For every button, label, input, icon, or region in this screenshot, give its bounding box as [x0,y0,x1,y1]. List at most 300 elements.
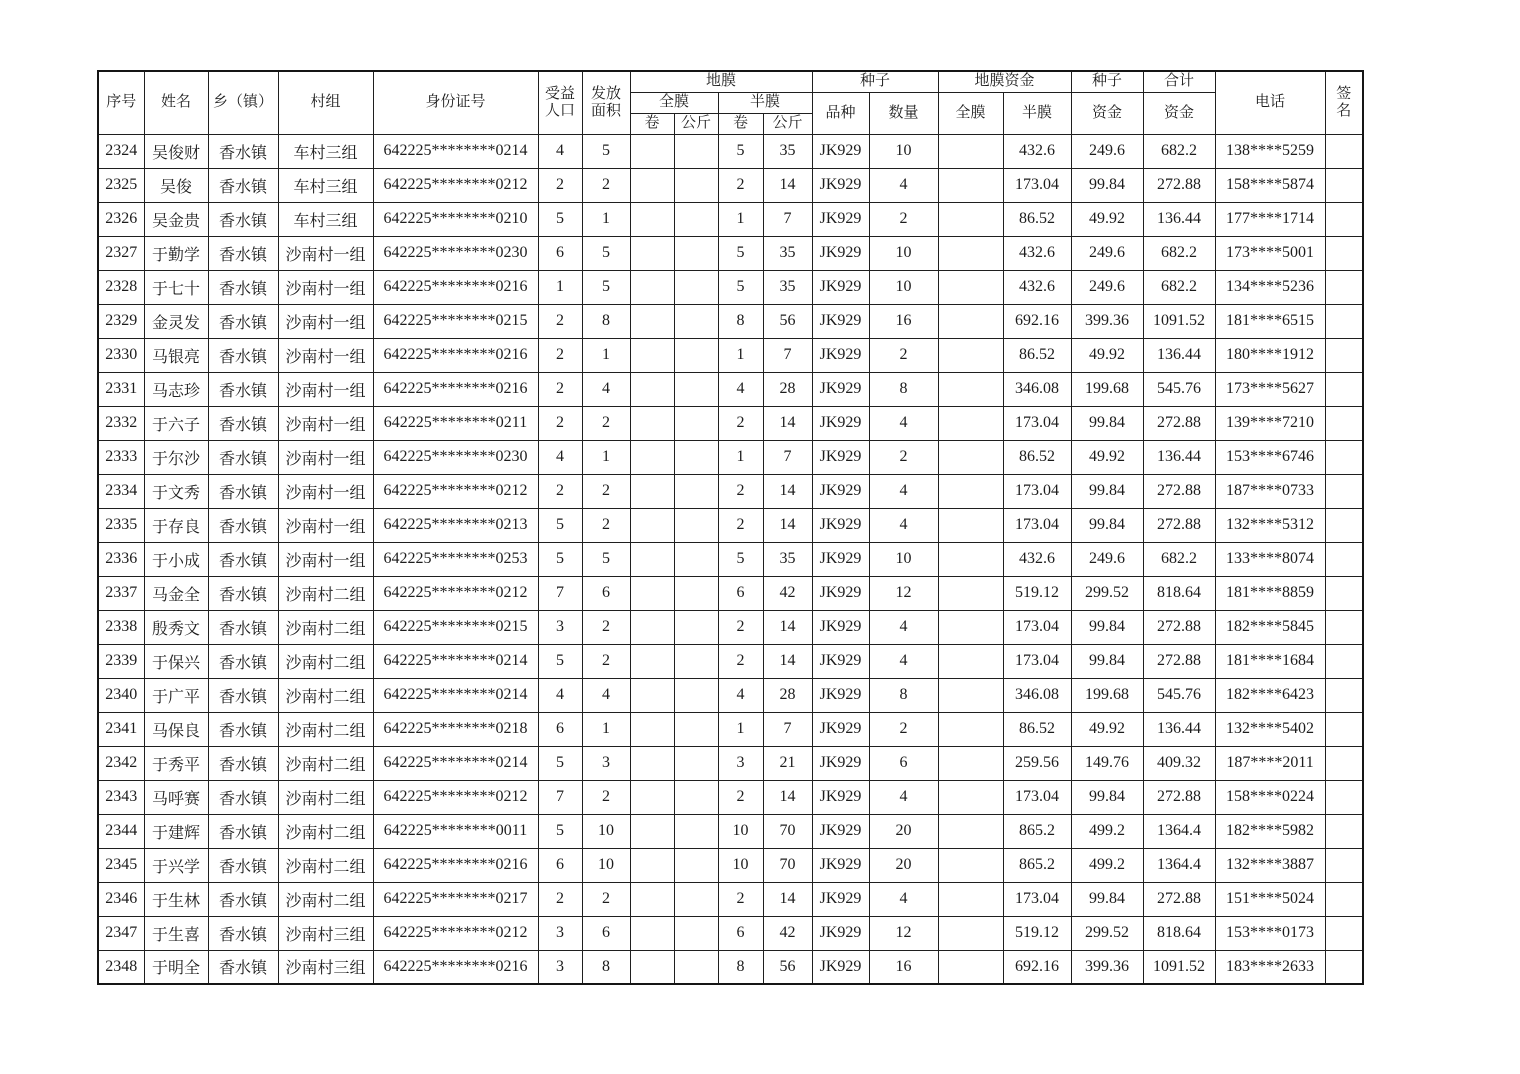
cell-seed-fund: 99.84 [1071,610,1143,644]
table-row [98,644,1363,678]
cell-village: 沙南村二组 [278,848,373,882]
cell-id-number: 642225********0212 [373,474,538,508]
cell-beneficiary-population: 7 [538,780,582,814]
table-row [98,814,1363,848]
cell-seed-fund: 249.6 [1071,134,1143,168]
cell-serial: 2331 [98,372,144,406]
cell-half-film-rolls: 4 [718,372,763,406]
cell-village: 沙南村三组 [278,916,373,950]
cell-half-film-kg: 14 [763,610,812,644]
header-film-group: 地膜 [630,71,812,92]
cell-distribution-area: 2 [582,508,630,542]
header-serial: 序号 [98,71,144,134]
cell-signature [1325,950,1363,984]
cell-phone: 187****0733 [1215,474,1325,508]
cell-distribution-area: 2 [582,168,630,202]
cell-full-film-rolls [630,508,674,542]
cell-beneficiary-population: 2 [538,168,582,202]
cell-half-film-kg: 21 [763,746,812,780]
cell-half-film-rolls: 8 [718,950,763,984]
cell-township: 香水镇 [208,916,278,950]
cell-distribution-area: 5 [582,542,630,576]
cell-film-fund-half: 346.08 [1003,678,1071,712]
cell-id-number: 642225********0216 [373,372,538,406]
cell-beneficiary-population: 2 [538,882,582,916]
cell-full-film-kg [674,542,718,576]
cell-village: 车村三组 [278,134,373,168]
cell-serial: 2348 [98,950,144,984]
header-full-roll: 卷 [630,113,674,134]
cell-seed-fund: 99.84 [1071,644,1143,678]
cell-seed-quantity: 10 [869,270,938,304]
cell-beneficiary-population: 6 [538,712,582,746]
cell-seed-quantity: 10 [869,134,938,168]
cell-film-fund-half: 346.08 [1003,372,1071,406]
cell-distribution-area: 8 [582,304,630,338]
cell-film-fund-full [938,474,1003,508]
cell-id-number: 642225********0215 [373,304,538,338]
cell-signature [1325,542,1363,576]
cell-name: 吴俊 [144,168,208,202]
cell-phone: 138****5259 [1215,134,1325,168]
cell-seed-fund: 99.84 [1071,474,1143,508]
table-row [98,576,1363,610]
header-signature [1325,71,1363,134]
cell-full-film-rolls [630,168,674,202]
cell-seed-quantity: 16 [869,304,938,338]
cell-serial: 2346 [98,882,144,916]
cell-township: 香水镇 [208,576,278,610]
cell-id-number: 642225********0212 [373,576,538,610]
cell-film-fund-half: 519.12 [1003,576,1071,610]
cell-distribution-area: 2 [582,610,630,644]
cell-serial: 2335 [98,508,144,542]
cell-signature [1325,916,1363,950]
cell-seed-fund: 499.2 [1071,814,1143,848]
cell-id-number: 642225********0230 [373,440,538,474]
cell-township: 香水镇 [208,508,278,542]
cell-phone: 151****5024 [1215,882,1325,916]
cell-village: 沙南村二组 [278,746,373,780]
cell-film-fund-half: 173.04 [1003,474,1071,508]
cell-village: 沙南村一组 [278,474,373,508]
cell-total-fund: 682.2 [1143,236,1215,270]
cell-film-fund-full [938,950,1003,984]
cell-distribution-area: 10 [582,848,630,882]
cell-half-film-kg: 14 [763,882,812,916]
cell-serial: 2344 [98,814,144,848]
cell-beneficiary-population: 3 [538,916,582,950]
cell-total-fund: 1091.52 [1143,950,1215,984]
cell-film-fund-full [938,372,1003,406]
cell-id-number: 642225********0212 [373,168,538,202]
cell-film-fund-full [938,814,1003,848]
header-film-fund-full: 全膜 [938,92,1003,134]
cell-half-film-rolls: 2 [718,644,763,678]
cell-total-fund: 136.44 [1143,440,1215,474]
cell-seed-quantity: 2 [869,338,938,372]
cell-township: 香水镇 [208,542,278,576]
cell-full-film-rolls [630,576,674,610]
cell-village: 沙南村二组 [278,644,373,678]
cell-beneficiary-population: 5 [538,814,582,848]
cell-seed-variety: JK929 [812,950,869,984]
cell-distribution-area: 4 [582,678,630,712]
cell-phone: 181****8859 [1215,576,1325,610]
cell-full-film-kg [674,950,718,984]
cell-signature [1325,576,1363,610]
cell-signature [1325,372,1363,406]
cell-village: 沙南村二组 [278,576,373,610]
table-row [98,202,1363,236]
cell-seed-fund: 249.6 [1071,236,1143,270]
table-row [98,304,1363,338]
cell-seed-variety: JK929 [812,814,869,848]
cell-film-fund-full [938,712,1003,746]
cell-phone: 132****5312 [1215,508,1325,542]
cell-seed-quantity: 20 [869,848,938,882]
cell-id-number: 642225********0214 [373,134,538,168]
header-sign-line2: 名 [1336,102,1352,119]
cell-serial: 2337 [98,576,144,610]
cell-total-fund: 409.32 [1143,746,1215,780]
cell-half-film-kg: 35 [763,270,812,304]
header-seed-group: 种子 [812,71,938,92]
cell-half-film-rolls: 1 [718,338,763,372]
cell-phone: 182****6423 [1215,678,1325,712]
cell-distribution-area: 2 [582,474,630,508]
cell-township: 香水镇 [208,848,278,882]
cell-film-fund-half: 86.52 [1003,338,1071,372]
cell-half-film-kg: 14 [763,406,812,440]
cell-serial: 2338 [98,610,144,644]
cell-name: 马金全 [144,576,208,610]
cell-half-film-rolls: 1 [718,712,763,746]
cell-seed-quantity: 4 [869,474,938,508]
header-full-film: 全膜 [630,92,718,113]
cell-total-fund: 682.2 [1143,270,1215,304]
cell-total-fund: 136.44 [1143,202,1215,236]
cell-total-fund: 136.44 [1143,338,1215,372]
cell-seed-variety: JK929 [812,916,869,950]
cell-id-number: 642225********0214 [373,746,538,780]
cell-township: 香水镇 [208,780,278,814]
cell-seed-fund: 49.92 [1071,338,1143,372]
cell-id-number: 642225********0212 [373,780,538,814]
cell-village: 沙南村一组 [278,270,373,304]
cell-half-film-rolls: 6 [718,576,763,610]
cell-name: 于文秀 [144,474,208,508]
cell-half-film-kg: 28 [763,372,812,406]
cell-township: 香水镇 [208,712,278,746]
cell-film-fund-half: 432.6 [1003,134,1071,168]
table-row [98,270,1363,304]
cell-phone: 153****0173 [1215,916,1325,950]
cell-film-fund-half: 519.12 [1003,916,1071,950]
cell-signature [1325,780,1363,814]
cell-half-film-kg: 35 [763,134,812,168]
cell-film-fund-full [938,202,1003,236]
cell-full-film-rolls [630,202,674,236]
cell-half-film-kg: 56 [763,950,812,984]
cell-half-film-kg: 14 [763,644,812,678]
cell-id-number: 642225********0214 [373,678,538,712]
cell-township: 香水镇 [208,372,278,406]
cell-village: 沙南村一组 [278,542,373,576]
header-half-film: 半膜 [718,92,812,113]
header-beneficiary-line1: 受益 [544,85,575,102]
cell-half-film-rolls: 5 [718,134,763,168]
sheet-page [97,70,1364,985]
cell-full-film-rolls [630,848,674,882]
cell-distribution-area: 6 [582,916,630,950]
cell-phone: 180****1912 [1215,338,1325,372]
cell-full-film-kg [674,576,718,610]
cell-serial: 2333 [98,440,144,474]
header-area-line1: 发放 [590,85,621,102]
header-film-fund-half: 半膜 [1003,92,1071,134]
cell-total-fund: 545.76 [1143,678,1215,712]
cell-seed-variety: JK929 [812,644,869,678]
cell-half-film-kg: 28 [763,678,812,712]
cell-full-film-kg [674,916,718,950]
cell-seed-quantity: 8 [869,678,938,712]
header-name: 姓名 [144,71,208,134]
cell-half-film-rolls: 2 [718,610,763,644]
cell-distribution-area: 2 [582,882,630,916]
cell-signature [1325,678,1363,712]
cell-full-film-rolls [630,678,674,712]
cell-beneficiary-population: 6 [538,236,582,270]
table-row [98,236,1363,270]
cell-serial: 2336 [98,542,144,576]
cell-township: 香水镇 [208,406,278,440]
cell-full-film-rolls [630,474,674,508]
cell-half-film-kg: 14 [763,168,812,202]
cell-full-film-rolls [630,236,674,270]
cell-half-film-kg: 14 [763,780,812,814]
table-row [98,440,1363,474]
header-distribution-area [582,71,630,134]
cell-phone: 134****5236 [1215,270,1325,304]
cell-township: 香水镇 [208,474,278,508]
cell-seed-variety: JK929 [812,236,869,270]
cell-full-film-rolls [630,780,674,814]
cell-name: 马志珍 [144,372,208,406]
cell-film-fund-full [938,644,1003,678]
cell-serial: 2340 [98,678,144,712]
cell-village: 车村三组 [278,168,373,202]
header-area-line2: 面积 [590,102,621,119]
cell-half-film-kg: 7 [763,712,812,746]
cell-total-fund: 136.44 [1143,712,1215,746]
cell-distribution-area: 1 [582,338,630,372]
cell-beneficiary-population: 2 [538,338,582,372]
cell-village: 沙南村一组 [278,406,373,440]
cell-seed-variety: JK929 [812,678,869,712]
cell-total-fund: 272.88 [1143,508,1215,542]
cell-half-film-rolls: 3 [718,746,763,780]
cell-full-film-kg [674,236,718,270]
cell-township: 香水镇 [208,746,278,780]
cell-phone: 181****6515 [1215,304,1325,338]
header-half-kg: 公斤 [763,113,812,134]
cell-id-number: 642225********0213 [373,508,538,542]
cell-seed-variety: JK929 [812,372,869,406]
cell-half-film-rolls: 1 [718,202,763,236]
cell-distribution-area: 10 [582,814,630,848]
cell-id-number: 642225********0230 [373,236,538,270]
header-seed-fund-bottom: 资金 [1071,92,1143,134]
cell-village: 沙南村二组 [278,814,373,848]
cell-half-film-rolls: 10 [718,814,763,848]
cell-beneficiary-population: 5 [538,644,582,678]
header-half-roll: 卷 [718,113,763,134]
cell-full-film-kg [674,712,718,746]
cell-full-film-kg [674,474,718,508]
cell-total-fund: 272.88 [1143,168,1215,202]
cell-signature [1325,746,1363,780]
cell-full-film-kg [674,440,718,474]
table-row [98,610,1363,644]
cell-township: 香水镇 [208,338,278,372]
cell-id-number: 642225********0217 [373,882,538,916]
cell-beneficiary-population: 3 [538,610,582,644]
cell-seed-quantity: 4 [869,882,938,916]
cell-signature [1325,236,1363,270]
cell-signature [1325,338,1363,372]
cell-township: 香水镇 [208,304,278,338]
cell-full-film-rolls [630,542,674,576]
cell-phone: 182****5845 [1215,610,1325,644]
cell-name: 吴金贵 [144,202,208,236]
cell-phone: 173****5001 [1215,236,1325,270]
cell-seed-quantity: 16 [869,950,938,984]
cell-seed-fund: 99.84 [1071,168,1143,202]
cell-seed-fund: 199.68 [1071,678,1143,712]
header-township: 乡（镇） [208,71,278,134]
cell-seed-quantity: 12 [869,916,938,950]
cell-full-film-rolls [630,882,674,916]
table-row [98,474,1363,508]
cell-seed-variety: JK929 [812,508,869,542]
cell-full-film-rolls [630,440,674,474]
cell-village: 沙南村一组 [278,304,373,338]
cell-beneficiary-population: 2 [538,304,582,338]
cell-signature [1325,270,1363,304]
header-phone: 电话 [1215,71,1325,134]
cell-full-film-rolls [630,814,674,848]
cell-half-film-rolls: 5 [718,236,763,270]
cell-signature [1325,882,1363,916]
cell-half-film-rolls: 2 [718,780,763,814]
cell-seed-fund: 299.52 [1071,576,1143,610]
cell-half-film-kg: 56 [763,304,812,338]
cell-id-number: 642225********0215 [373,610,538,644]
cell-seed-variety: JK929 [812,576,869,610]
cell-name: 马银亮 [144,338,208,372]
cell-seed-quantity: 4 [869,644,938,678]
cell-name: 殷秀文 [144,610,208,644]
cell-half-film-rolls: 5 [718,542,763,576]
cell-village: 沙南村一组 [278,338,373,372]
table-body [98,134,1363,984]
cell-full-film-kg [674,780,718,814]
cell-distribution-area: 5 [582,270,630,304]
cell-half-film-kg: 35 [763,542,812,576]
cell-total-fund: 1091.52 [1143,304,1215,338]
cell-total-fund: 272.88 [1143,882,1215,916]
cell-full-film-rolls [630,134,674,168]
cell-serial: 2324 [98,134,144,168]
table-row [98,916,1363,950]
header-beneficiary-line2: 人口 [544,102,575,119]
cell-township: 香水镇 [208,610,278,644]
table-row [98,134,1363,168]
cell-full-film-rolls [630,338,674,372]
cell-village: 车村三组 [278,202,373,236]
cell-phone: 132****5402 [1215,712,1325,746]
cell-seed-variety: JK929 [812,780,869,814]
cell-seed-quantity: 4 [869,610,938,644]
cell-distribution-area: 1 [582,202,630,236]
cell-film-fund-full [938,134,1003,168]
cell-township: 香水镇 [208,270,278,304]
cell-film-fund-full [938,440,1003,474]
cell-township: 香水镇 [208,678,278,712]
cell-serial: 2341 [98,712,144,746]
cell-township: 香水镇 [208,202,278,236]
cell-seed-fund: 399.36 [1071,304,1143,338]
cell-film-fund-half: 86.52 [1003,712,1071,746]
cell-serial: 2347 [98,916,144,950]
cell-half-film-kg: 7 [763,202,812,236]
cell-seed-variety: JK929 [812,610,869,644]
cell-film-fund-half: 173.04 [1003,780,1071,814]
cell-film-fund-half: 173.04 [1003,168,1071,202]
cell-name: 于勤学 [144,236,208,270]
cell-id-number: 642225********0216 [373,270,538,304]
cell-film-fund-half: 865.2 [1003,848,1071,882]
cell-total-fund: 1364.4 [1143,814,1215,848]
cell-name: 于存良 [144,508,208,542]
cell-seed-variety: JK929 [812,202,869,236]
cell-name: 金灵发 [144,304,208,338]
cell-beneficiary-population: 4 [538,134,582,168]
cell-seed-fund: 149.76 [1071,746,1143,780]
cell-phone: 153****6746 [1215,440,1325,474]
cell-film-fund-half: 692.16 [1003,950,1071,984]
table-row [98,406,1363,440]
cell-signature [1325,848,1363,882]
cell-signature [1325,202,1363,236]
cell-full-film-kg [674,610,718,644]
cell-name: 于七十 [144,270,208,304]
cell-id-number: 642225********0210 [373,202,538,236]
cell-seed-variety: JK929 [812,848,869,882]
cell-id-number: 642225********0216 [373,848,538,882]
cell-signature [1325,168,1363,202]
cell-full-film-kg [674,270,718,304]
cell-signature [1325,508,1363,542]
header-seed-quantity: 数量 [869,92,938,134]
cell-half-film-rolls: 2 [718,406,763,440]
cell-total-fund: 682.2 [1143,134,1215,168]
cell-seed-variety: JK929 [812,882,869,916]
cell-village: 沙南村二组 [278,712,373,746]
cell-serial: 2325 [98,168,144,202]
cell-seed-quantity: 4 [869,168,938,202]
